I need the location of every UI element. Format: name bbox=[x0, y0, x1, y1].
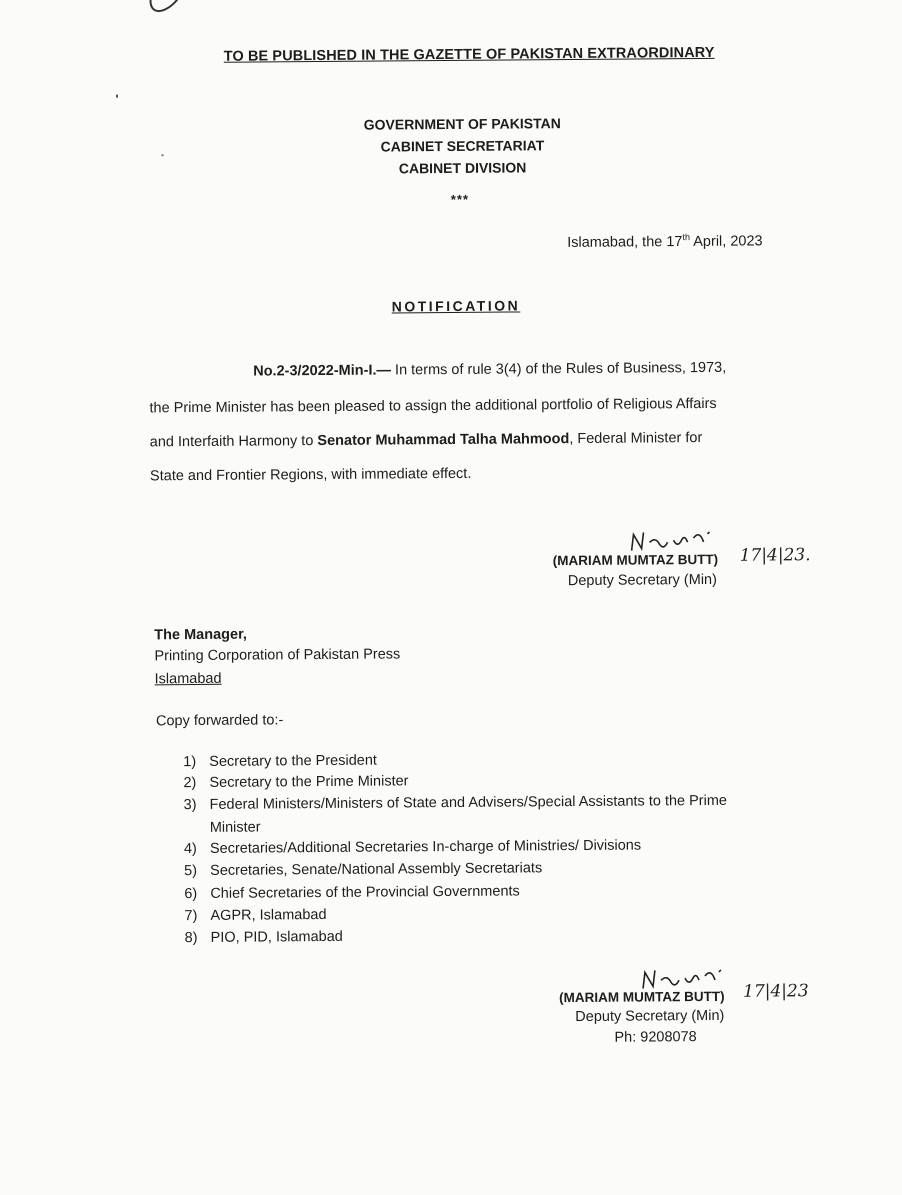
list-item: 4) Secretaries/Additional Secretaries In-charge of Ministries/ Divisions bbox=[183, 837, 642, 858]
reference-number: No.2-3/2022-Min-I.— bbox=[253, 362, 392, 380]
list-item: 3) Federal Ministers/Ministers of State and Advisers/Special Assistants to the Prime bbox=[183, 792, 728, 814]
recipient-line-1: The Manager, bbox=[154, 626, 248, 644]
signatory-name-2: (MARIAM MUMTAZ BUTT) bbox=[559, 988, 725, 1006]
handwritten-date-2: 17|4|23 bbox=[743, 981, 809, 1002]
list-item: 2) Secretary to the Prime Minister bbox=[183, 773, 409, 792]
list-item: Minister bbox=[209, 819, 261, 836]
notification-line-4: State and Frontier Regions, with immediate effect. bbox=[149, 465, 472, 485]
handwritten-date-1: 17|4|23. bbox=[739, 545, 811, 566]
list-item: 6) Chief Secretaries of the Provincial Governments bbox=[184, 883, 520, 903]
copy-heading: Copy forwarded to:- bbox=[155, 712, 284, 730]
notification-line-2: the Prime Minister has been pleased to assign the additional portfolio of Religious Affairs bbox=[149, 395, 717, 417]
org-government: GOVERNMENT OF PAKISTAN bbox=[363, 115, 561, 133]
list-item: 1) Secretary to the President bbox=[183, 752, 377, 771]
list-item: 8) PIO, PID, Islamabad bbox=[184, 928, 343, 947]
notification-line-3: and Interfaith Harmony to Senator Muhammad Talha Mahmood, Federal Minister for bbox=[149, 430, 703, 451]
signatory-phone: Ph: 9208078 bbox=[614, 1029, 697, 1046]
pen-mark-icon bbox=[145, 0, 185, 22]
signatory-name-1: (MARIAM MUMTAZ BUTT) bbox=[552, 551, 719, 569]
org-secretariat: CABINET SECRETARIAT bbox=[380, 137, 545, 155]
list-item: 5) Secretaries, Senate/National Assembly Secretariats bbox=[184, 860, 543, 880]
notification-line-1: No.2-3/2022-Min-I.— In terms of rule 3(4) of the Rules of Business, 1973, bbox=[253, 359, 727, 380]
recipient-line-3: Islamabad bbox=[154, 670, 222, 688]
signatory-title-1: Deputy Secretary (Min) bbox=[567, 571, 717, 590]
minister-name: Senator Muhammad Talha Mahmood bbox=[317, 431, 570, 450]
gazette-publication-line: TO BE PUBLISHED IN THE GAZETTE OF PAKISTAN EXTRAORDINARY bbox=[223, 44, 715, 65]
stray-mark bbox=[116, 95, 118, 98]
recipient-line-2: Printing Corporation of Pakistan Press bbox=[154, 646, 401, 665]
notification-title: NOTIFICATION bbox=[391, 297, 521, 315]
signatory-title-2: Deputy Secretary (Min) bbox=[575, 1007, 725, 1026]
stray-mark bbox=[161, 154, 163, 156]
list-item: 7) AGPR, Islamabad bbox=[184, 906, 327, 925]
header-separator: *** bbox=[450, 191, 470, 207]
issue-date: Islamabad, the 17th April, 2023 bbox=[567, 232, 763, 251]
org-division: CABINET DIVISION bbox=[398, 159, 527, 177]
